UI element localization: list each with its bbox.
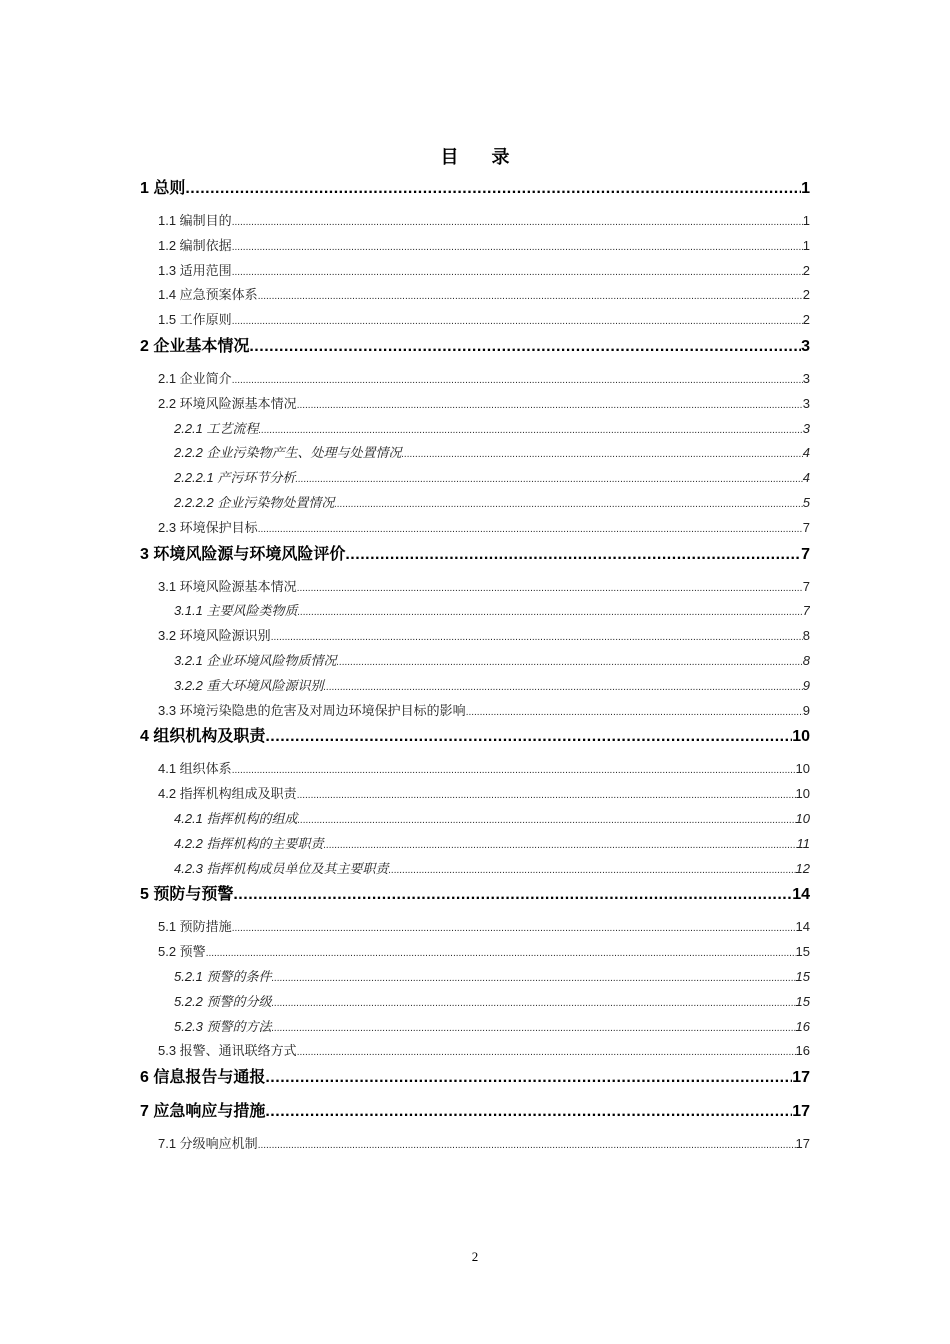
- toc-entry-page: 5: [802, 494, 810, 510]
- toc-entry[interactable]: [140, 699, 810, 724]
- toc-dot-leader: [297, 394, 803, 417]
- toc-dot-leader: [185, 175, 801, 203]
- toc-entry-title: 6 信息报告与通报: [140, 1069, 266, 1087]
- toc-entry-page: 2: [802, 287, 810, 303]
- toc-dot-leader: [334, 493, 802, 516]
- toc-dot-leader: [232, 369, 803, 392]
- toc-entry[interactable]: [140, 757, 810, 782]
- toc-entry-page: 2: [802, 262, 810, 278]
- toc-entry-title: 5.1 预防措施: [158, 919, 232, 935]
- toc-entry-page: 3: [802, 395, 810, 411]
- toc-dot-leader: [272, 992, 796, 1015]
- page-number-footer: 2: [471, 1249, 479, 1264]
- toc-dot-leader: [272, 967, 796, 990]
- toc-dot-leader: [232, 917, 796, 940]
- toc-entry-page: 8: [802, 652, 810, 668]
- toc-entry-page: 9: [802, 677, 810, 693]
- toc-dot-leader: [297, 784, 796, 807]
- toc-entry[interactable]: [140, 599, 810, 624]
- toc-entry[interactable]: [140, 782, 810, 807]
- toc-entry[interactable]: [140, 516, 810, 541]
- toc-entry[interactable]: [140, 466, 810, 491]
- toc-dot-leader: [232, 759, 796, 782]
- toc-entry-page: 3: [801, 337, 810, 355]
- toc-entry[interactable]: [140, 723, 810, 757]
- toc-entry-title: 2.1 企业简介: [158, 370, 232, 386]
- toc-entry-page: 4: [802, 445, 810, 461]
- toc-entry-title: 7 应急响应与措施: [140, 1103, 266, 1121]
- toc-entry[interactable]: [140, 674, 810, 699]
- toc-dot-leader: [232, 211, 803, 234]
- toc-entry-page: 2: [802, 312, 810, 328]
- toc-entry-title: 3.2.2 重大环境风险源识别: [174, 677, 324, 693]
- toc-entry-page: 1: [802, 237, 810, 253]
- toc-entry-page: 3: [802, 420, 810, 436]
- toc-entry[interactable]: [140, 990, 810, 1015]
- toc-entry-title: 1.1 编制目的: [158, 213, 232, 228]
- toc-entry-page: 10: [795, 786, 810, 802]
- toc-dot-leader: [298, 809, 796, 832]
- page-title: 目 录: [440, 147, 524, 167]
- toc-entry-title: 4.2.1 指挥机构的组成: [174, 810, 298, 826]
- toc-dot-leader: [258, 285, 803, 308]
- toc-entry-title: 5.2 预警: [158, 944, 206, 960]
- toc-entry-title: 4.2 指挥机构组成及职责: [158, 786, 297, 802]
- toc-entry-page: 16: [795, 1043, 810, 1059]
- toc-entry[interactable]: [140, 915, 810, 940]
- toc-entry-page: 12: [795, 860, 810, 876]
- toc-entry-title: 5 预防与预警: [140, 886, 234, 904]
- toc-entry[interactable]: [140, 881, 810, 915]
- toc-entry-page: 17: [792, 1103, 810, 1121]
- toc-entry-title: 3.3 环境污染隐患的危害及对周边环境保护目标的影响: [158, 702, 466, 718]
- toc-entry[interactable]: [140, 857, 810, 882]
- toc-entry-page: 10: [795, 810, 810, 826]
- toc-entry-title: 7.1 分级响应机制: [158, 1136, 258, 1152]
- toc-entry-page: 14: [792, 886, 810, 904]
- toc-entry[interactable]: [140, 392, 810, 417]
- toc-entry[interactable]: [140, 234, 810, 259]
- toc-entry-page: 7: [802, 519, 810, 535]
- toc-entry-title: 3.1 环境风险源基本情况: [158, 578, 297, 594]
- toc-dot-leader: [232, 236, 803, 259]
- toc-entry-page: 17: [795, 1136, 810, 1152]
- table-of-contents: [140, 175, 810, 1157]
- toc-dot-leader: [265, 1098, 792, 1126]
- toc-dot-leader: [232, 261, 803, 284]
- toc-entry-title: 2.2 环境风险源基本情况: [158, 395, 297, 411]
- toc-dot-leader: [206, 942, 796, 965]
- toc-entry-title: 4.1 组织体系: [158, 761, 232, 777]
- toc-entry[interactable]: [140, 1132, 810, 1157]
- toc-entry-title: 4 组织机构及职责: [140, 728, 266, 746]
- toc-entry[interactable]: [140, 1015, 810, 1040]
- toc-entry[interactable]: [140, 624, 810, 649]
- toc-entry[interactable]: [140, 649, 810, 674]
- toc-entry[interactable]: [140, 965, 810, 990]
- toc-dot-leader: [297, 577, 803, 600]
- toc-dot-leader: [295, 468, 802, 491]
- toc-entry[interactable]: [140, 333, 810, 367]
- toc-dot-leader: [258, 518, 803, 541]
- toc-entry[interactable]: [140, 441, 810, 466]
- toc-entry-title: 3.2 环境风险源识别: [158, 628, 271, 644]
- toc-entry[interactable]: [140, 1064, 810, 1098]
- toc-dot-leader: [258, 1134, 796, 1157]
- toc-dot-leader: [324, 676, 803, 699]
- toc-entry-title: 3.2.1 企业环境风险物质情况: [174, 652, 337, 668]
- toc-dot-leader: [324, 834, 797, 857]
- toc-dot-leader: [337, 651, 803, 674]
- toc-entry-title: 5.2.2 预警的分级: [174, 993, 272, 1009]
- toc-entry-page: 17: [792, 1069, 810, 1087]
- toc-dot-leader: [402, 443, 803, 466]
- toc-entry-title: 1.4 应急预案体系: [158, 287, 258, 303]
- toc-entry-title: 5.2.3 预警的方法: [174, 1018, 272, 1034]
- toc-entry[interactable]: [140, 417, 810, 442]
- toc-entry-page: 9: [802, 702, 810, 718]
- toc-entry-title: 2.2.2 企业污染物产生、处理与处置情况: [174, 445, 402, 461]
- toc-entry-page: 1: [802, 213, 810, 228]
- toc-entry-title: 2.2.2.2 企业污染物处置情况: [174, 494, 335, 510]
- toc-entry[interactable]: [140, 832, 810, 857]
- toc-entry-title: 2.3 环境保护目标: [158, 519, 258, 535]
- toc-dot-leader: [297, 1041, 796, 1064]
- toc-entry[interactable]: [140, 575, 810, 600]
- toc-entry-title: 5.3 报警、通讯联络方式: [158, 1043, 297, 1059]
- toc-entry-title: 2 企业基本情况: [140, 337, 250, 355]
- toc-entry[interactable]: [140, 259, 810, 284]
- toc-entry-page: 10: [792, 728, 810, 746]
- toc-entry-page: 8: [802, 628, 810, 644]
- toc-entry-title: 3 环境风险源与环境风险评价: [140, 545, 346, 563]
- toc-dot-leader: [271, 626, 803, 649]
- toc-dot-leader: [265, 723, 792, 751]
- toc-entry-page: 15: [795, 993, 810, 1009]
- toc-entry-page: 15: [795, 944, 810, 960]
- toc-entry-page: 3: [802, 370, 810, 386]
- toc-entry-page: 1: [801, 180, 810, 197]
- toc-entry-title: 2.2.2.1 产污环节分析: [174, 470, 296, 486]
- toc-entry-title: 5.2.1 预警的条件: [174, 968, 272, 984]
- toc-entry[interactable]: [140, 175, 810, 209]
- toc-entry[interactable]: [140, 541, 810, 575]
- toc-entry-title: 3.1.1 主要风险类物质: [174, 603, 298, 619]
- toc-entry[interactable]: [140, 308, 810, 333]
- toc-entry[interactable]: [140, 209, 810, 234]
- toc-entry-title: 1.3 适用范围: [158, 262, 232, 278]
- toc-dot-leader: [389, 859, 796, 882]
- toc-entry-page: 7: [802, 603, 810, 619]
- toc-entry-page: 16: [795, 1018, 810, 1034]
- toc-entry-title: 4.2.2 指挥机构的主要职责: [174, 835, 324, 851]
- toc-entry-title: 1 总则: [140, 180, 186, 197]
- toc-entry[interactable]: [140, 1039, 810, 1064]
- toc-entry-page: 14: [795, 919, 810, 935]
- toc-entry[interactable]: [140, 283, 810, 308]
- toc-dot-leader: [232, 310, 803, 333]
- toc-entry[interactable]: [140, 940, 810, 965]
- toc-entry-title: 2.2.1 工艺流程: [174, 420, 259, 436]
- toc-entry[interactable]: [140, 367, 810, 392]
- toc-dot-leader: [233, 881, 792, 909]
- toc-entry[interactable]: [140, 491, 810, 516]
- toc-entry-page: 7: [801, 545, 810, 563]
- toc-entry-title: 1.5 工作原则: [158, 312, 232, 328]
- toc-entry-page: 15: [795, 968, 810, 984]
- toc-entry-page: 7: [802, 578, 810, 594]
- toc-entry-page: 4: [802, 470, 810, 486]
- toc-entry-title: 4.2.3 指挥机构成员单位及其主要职责: [174, 860, 389, 876]
- toc-entry[interactable]: [140, 1098, 810, 1132]
- toc-entry[interactable]: [140, 807, 810, 832]
- toc-dot-leader: [345, 541, 801, 569]
- toc-dot-leader: [249, 333, 801, 361]
- toc-entry-title: 1.2 编制依据: [158, 237, 232, 253]
- toc-dot-leader: [466, 701, 803, 724]
- toc-entry-page: 11: [796, 835, 810, 851]
- toc-dot-leader: [298, 601, 803, 624]
- toc-dot-leader: [272, 1017, 796, 1040]
- toc-dot-leader: [259, 419, 803, 442]
- toc-dot-leader: [265, 1064, 792, 1092]
- toc-entry-page: 10: [795, 761, 810, 777]
